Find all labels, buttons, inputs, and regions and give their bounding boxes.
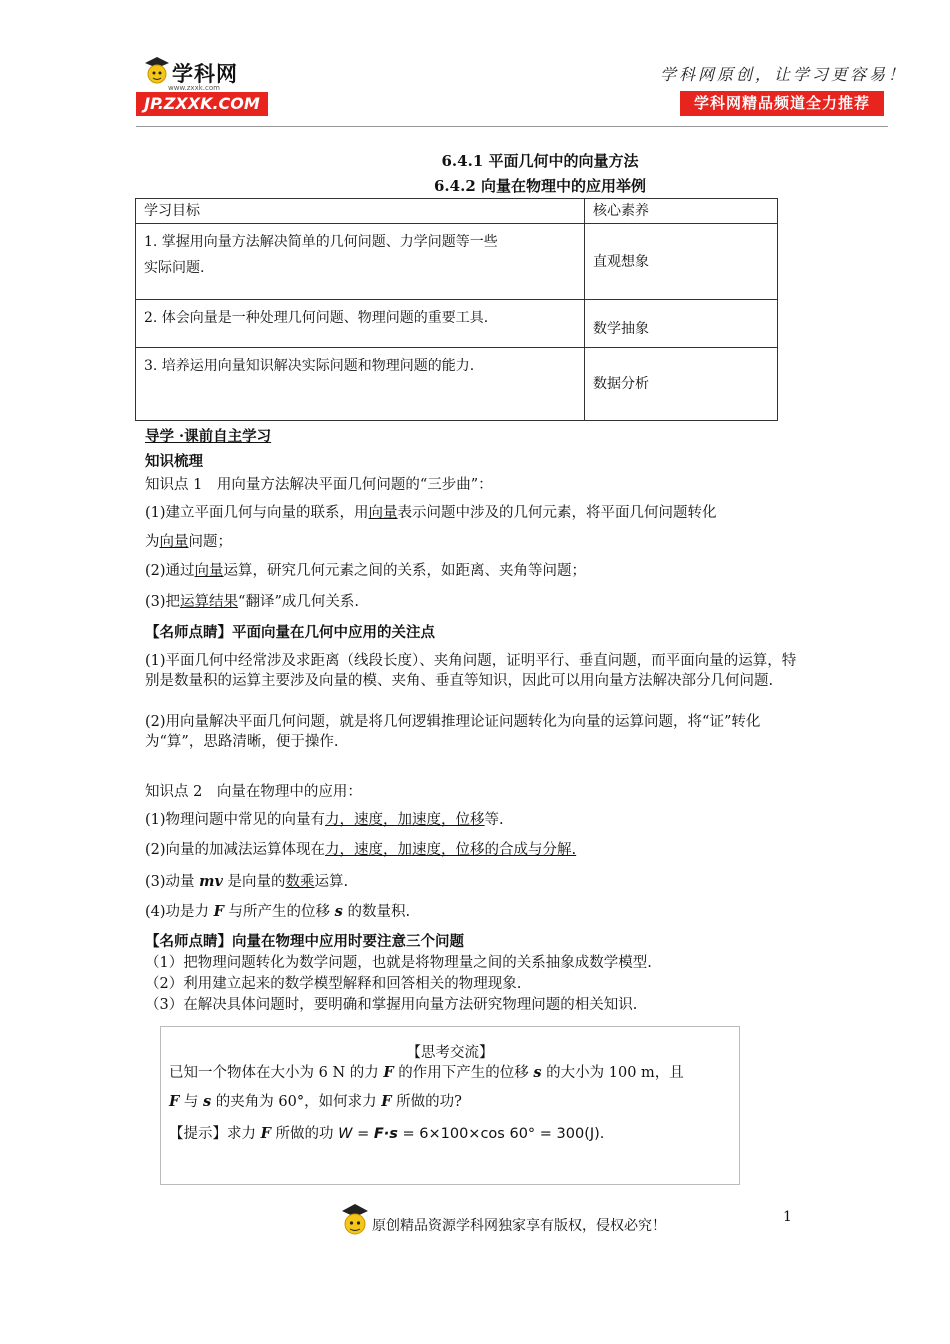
point2-item3: (3)动量 mv 是向量的数乘运算. bbox=[145, 873, 349, 890]
tip1-title: 【名师点睛】平面向量在几何中应用的关注点 bbox=[145, 624, 435, 641]
logo-text: 学科网 bbox=[172, 62, 238, 86]
knowledge-heading: 知识梳理 bbox=[145, 453, 203, 470]
goals-header: 学习目标 bbox=[136, 199, 585, 224]
think-title: 【思考交流】 bbox=[406, 1045, 494, 1061]
point2-item2: (2)向量的加减法运算体现在力，速度，加速度，位移的合成与分解. bbox=[145, 842, 577, 858]
guide-heading: 导学 ·课前自主学习 bbox=[145, 428, 272, 445]
point1-item2: (2)通过向量运算，研究几何元素之间的关系，如距离、夹角等问题； bbox=[145, 563, 587, 579]
point1-title: 知识点 1 用向量方法解决平面几何问题的“三步曲”： bbox=[145, 477, 493, 493]
think-question-2: F 与 s 的夹角为 60°，如何求力 F 所做的功? bbox=[169, 1093, 462, 1110]
point2-item4: (4)功是力 F 与所产生的位移 s 的数量积. bbox=[145, 903, 411, 920]
logo-url: www.zxxk.com bbox=[168, 84, 220, 92]
tip2-title: 【名师点睛】向量在物理中应用时要注意三个问题 bbox=[145, 933, 464, 950]
title-1: 6.4.1 平面几何中的向量方法 bbox=[441, 152, 639, 170]
think-question-1: 已知一个物体在大小为 6 N 的力 F 的作用下产生的位移 s 的大小为 100 m，且 bbox=[169, 1064, 684, 1081]
table-row bbox=[136, 300, 778, 348]
literacy-cell: 数学抽象 bbox=[585, 300, 778, 348]
table-row bbox=[136, 224, 778, 300]
tip2-line2: （2）利用建立起来的数学模型解释和回答相关的物理现象. bbox=[145, 976, 522, 992]
page-number: 1 bbox=[783, 1209, 792, 1225]
footer-mascot-icon bbox=[340, 1202, 370, 1240]
header-divider bbox=[136, 126, 888, 127]
think-hint: 【提示】求力 F 所做的功 W = F·s = 6×100×cos 60° = 300(J). bbox=[169, 1125, 605, 1142]
table-row bbox=[136, 348, 778, 421]
point1-item3: (3)把运算结果“翻译”成几何关系. bbox=[145, 594, 359, 610]
point1-item1: (1)建立平面几何与向量的联系，用向量表示问题中涉及的几何元素，将平面几何问题转化 bbox=[145, 505, 717, 521]
tip1-p2: (2)用向量解决平面几何问题，就是将几何逻辑推理论证问题转化为向量的运算问题，将“证”转化为“算”，思路清晰，便于操作. bbox=[145, 714, 761, 750]
logo-mascot-icon bbox=[143, 55, 171, 89]
goal-text: 2. 体会向量是一种处理几何问题、物理问题的重要工具. bbox=[136, 300, 585, 348]
literacy-cell: 数据分析 bbox=[585, 348, 778, 421]
point1-item1-cont: 为向量问题； bbox=[145, 534, 232, 550]
tip1-p1: (1)平面几何中经常涉及求距离（线段长度）、夹角问题，证明平行、垂直问题，而平面向量的运算，特别是数量积的运算主要涉及向量的模、夹角、垂直等知识，因此可以用向量方法解决部分几何问题. bbox=[145, 653, 797, 689]
goal-text-cont: 实际问题. bbox=[144, 260, 205, 276]
goals-table bbox=[135, 198, 778, 421]
tip2-line1: （1）把物理问题转化为数学问题，也就是将物理量之间的关系抽象成数学模型. bbox=[145, 955, 652, 971]
tip2-line3: （3）在解决具体问题时，要明确和掌握用向量方法研究物理问题的相关知识. bbox=[145, 997, 638, 1013]
logo-badge: JP.ZXXK.COM bbox=[136, 92, 268, 116]
literacy-cell: 直观想象 bbox=[585, 224, 778, 300]
goal-text: 3. 培养运用向量知识解决实际问题和物理问题的能力. bbox=[136, 348, 585, 421]
title-2: 6.4.2 向量在物理中的应用举例 bbox=[434, 177, 646, 195]
promo-banner: 学科网精品频道全力推荐 bbox=[680, 91, 884, 116]
literacy-header: 核心素养 bbox=[585, 199, 778, 224]
goal-text: 1. 掌握用向量方法解决简单的几何问题、力学问题等一些 bbox=[144, 234, 498, 250]
point2-title: 知识点 2 向量在物理中的应用： bbox=[145, 784, 362, 800]
header-slogan: 学科网原创，让学习更容易！ bbox=[660, 65, 908, 84]
point2-item1: (1)物理问题中常见的向量有力，速度，加速度，位移等. bbox=[145, 812, 504, 828]
footer-copyright: 原创精品资源学科网独家享有版权，侵权必究！ bbox=[372, 1218, 666, 1234]
